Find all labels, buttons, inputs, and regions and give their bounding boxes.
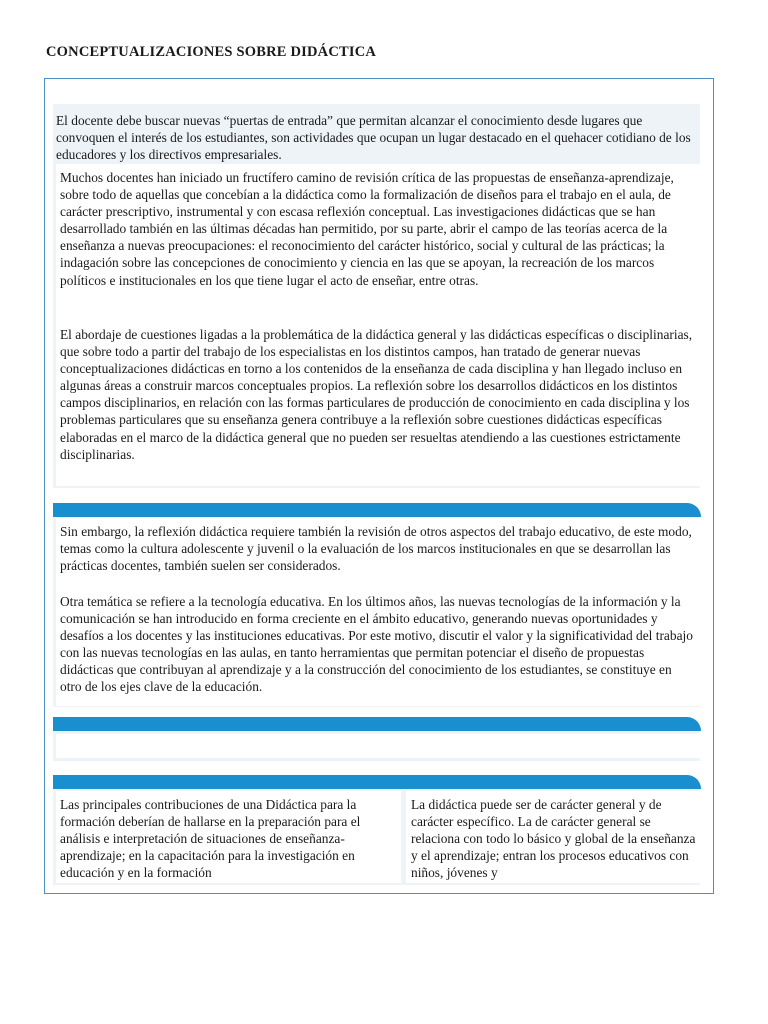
intro-text: El docente debe buscar nuevas “puertas de entrada” que permitan alcanzar el conocimiento desde lugares que convoquen el interés de los estudiantes, son actividades que ocupan un lugar destacado en el quehacer cotidiano de los educadores y los directivos empresariales. [56, 113, 691, 163]
section-4-header-bar [53, 775, 701, 789]
section-4-right-text: La didáctica puede ser de carácter general y de carácter específico. La de carácter general se relaciona con todo lo básico y global de la enseñanza y el aprendizaje; entran los procesos educativos con niños, jóvenes y [411, 797, 696, 881]
section-2-paragraph-1: Sin embargo, la reflexión didáctica requiere también la revisión de otros aspectos del trabajo educativo, de este modo, temas como la cultura adolescente y juvenil o la evaluación de los marcos institucionales en que se desarrollan las prácticas docentes, también suelen ser considerados. [60, 524, 692, 574]
section-3-header-bar [53, 717, 701, 731]
section-1-paragraph-1: Muchos docentes han iniciado un fructífero camino de revisión crítica de las propuestas de enseñanza-aprendizaje, sobre todo de aquellas que concebían a la didáctica como la formalización de diseños para el trabajo en el aula, de carácter prescriptivo, instrumental y con escasa reflexión conceptual. Las investigaciones didácticas que se han desarrollado también en las últimas décadas han permitido, por su parte, abrir el campo de las teorías acerca de la enseñanza a nuevas preocupaciones: el reconocimiento del carácter histórico, social y cultural de las prácticas; la indagación sobre las concepciones de conocimiento y ciencia en las que se apoyan, la recreación de los marcos políticos e institucionales en los que tiene lugar el acto de enseñar, entre otras. [60, 170, 674, 288]
section-1-paragraph-2: El abordaje de cuestiones ligadas a la problemática de la didáctica general y las didácticas específicas o disciplinarias, que sobre todo a partir del trabajo de los especialistas en los distintos campos, han tratado de generar nuevas conceptualizaciones didácticas en torno a los contenidos de la enseñanza de cada disciplina y han llegado incluso en algunas áreas a construir marcos conceptuales propios. La reflexión sobre los desarrollos didácticos en los distintos campos disciplinarios, en relación con las formas particulares de producción de conocimiento en cada disciplina y los problemas particulares que su enseñanza genera contribuye a la reflexión sobre cuestiones didácticas específicas elaboradas en el marco de la didáctica general que no pueden ser resueltas atendiendo a las cuestiones estrictamente disciplinarias. [60, 327, 693, 462]
section-3-panel [56, 734, 700, 758]
section-4-left-text: Las principales contribuciones de una Didáctica para la formación deberían de hallarse en la preparación para el análisis e interpretación de situaciones de enseñanza-aprendizaje; en la capacitación para la investigación en educación y en la formación [60, 797, 361, 881]
section-2-paragraph-2: Otra temática se refiere a la tecnología educativa. En los últimos años, las nuevas tecnologías de la información y la comunicación se han introducido en forma creciente en el ámbito educativo, generando nuevas oportunidades y desafíos a los docentes y las instituciones educativas. Por este motivo, discutir el valor y la significatividad del trabajo con las nuevas tecnologías en las aulas, en tanto herramientas que permitan potenciar el diseño de propuestas didácticas que contribuyan al aprendizaje y a la construcción del conocimiento de los estudiantes, se constituye en otro de los ejes clave de la educación. [60, 594, 693, 695]
page-title: CONCEPTUALIZACIONES SOBRE DIDÁCTICA [46, 44, 377, 60]
section-2-header-bar [53, 503, 701, 517]
